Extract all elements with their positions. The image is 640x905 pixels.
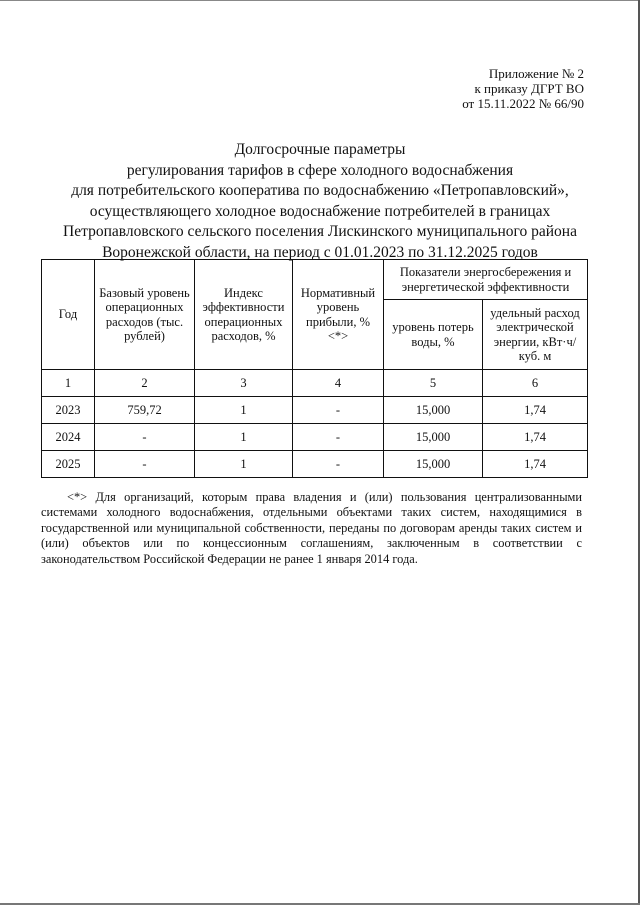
cell-efficiency-index: 1 [195, 451, 293, 478]
cell-energy-consumption: 1,74 [483, 397, 588, 424]
title-line: осуществляющего холодное водоснабжение потребителей в границах [89, 202, 551, 220]
header-efficiency-index: Индекс эффективности операционных расходов, % [195, 260, 293, 370]
cell-year: 2025 [42, 451, 95, 478]
cell-profit-level: - [293, 397, 384, 424]
cell-year: 2023 [42, 397, 95, 424]
footnote: <*> Для организаций, которым права владения и (или) пользования централизованными системами холодного водоснабжения, отдельными объектами таких систем, находящимися в государственной или муниципальной собственности, переданы по договорам аренды таких систем и (или) объектов или по концессионным соглашениям, заключенным в соответствии с законодательством Российской Федерации не ранее 1 января 2014 года. [41, 490, 582, 566]
appendix-number: Приложение № 2 [488, 66, 584, 81]
table-row [42, 424, 588, 451]
column-number: 2 [95, 370, 195, 397]
cell-water-losses: 15,000 [384, 397, 483, 424]
table-row [42, 397, 588, 424]
scan-edge-top [0, 0, 640, 1]
cell-water-losses: 15,000 [384, 451, 483, 478]
column-number: 4 [293, 370, 384, 397]
header-energy-group: Показатели энергосбережения и энергетической эффективности [384, 260, 588, 300]
column-number: 1 [42, 370, 95, 397]
title-line: Воронежской области, на период с 01.01.2023 по 31.12.2025 годов [102, 243, 538, 261]
title-line: Петропавловского сельского поселения Лискинского муниципального района [63, 223, 577, 240]
title-line: Долгосрочные параметры [234, 141, 406, 158]
cell-efficiency-index: 1 [195, 424, 293, 451]
column-number-row [42, 370, 588, 397]
header-base-expenses: Базовый уровень операционных расходов (тыс. рублей) [95, 260, 195, 370]
cell-base-expenses: 759,72 [95, 397, 195, 424]
header-profit-level: Нормативный уровень прибыли, % <*> [293, 260, 384, 370]
cell-profit-level: - [293, 424, 384, 451]
table-header-row [42, 260, 588, 300]
table-row [42, 451, 588, 478]
cell-energy-consumption: 1,74 [483, 451, 588, 478]
cell-base-expenses: - [95, 451, 195, 478]
column-number: 3 [195, 370, 293, 397]
document-title [40, 140, 600, 263]
cell-water-losses: 15,000 [384, 424, 483, 451]
column-number: 6 [483, 370, 588, 397]
header-energy-consumption: удельный расход электрической энергии, кВт·ч/куб. м [483, 300, 588, 370]
appendix-header [462, 66, 584, 111]
title-line: регулирования тарифов в сфере холодного водоснабжения [126, 161, 514, 179]
cell-energy-consumption: 1,74 [483, 424, 588, 451]
cell-base-expenses: - [95, 424, 195, 451]
appendix-order-date: от 15.11.2022 № 66/90 [462, 96, 584, 111]
column-number: 5 [384, 370, 483, 397]
cell-efficiency-index: 1 [195, 397, 293, 424]
title-line: для потребительского кооператива по водоснабжению «Петропавловский», [71, 182, 569, 199]
cell-profit-level: - [293, 451, 384, 478]
parameters-table [41, 259, 588, 478]
appendix-order-ref: к приказу ДГРТ ВО [474, 81, 584, 96]
header-year: Год [42, 260, 95, 370]
header-water-losses: уровень потерь воды, % [384, 300, 483, 370]
cell-year: 2024 [42, 424, 95, 451]
